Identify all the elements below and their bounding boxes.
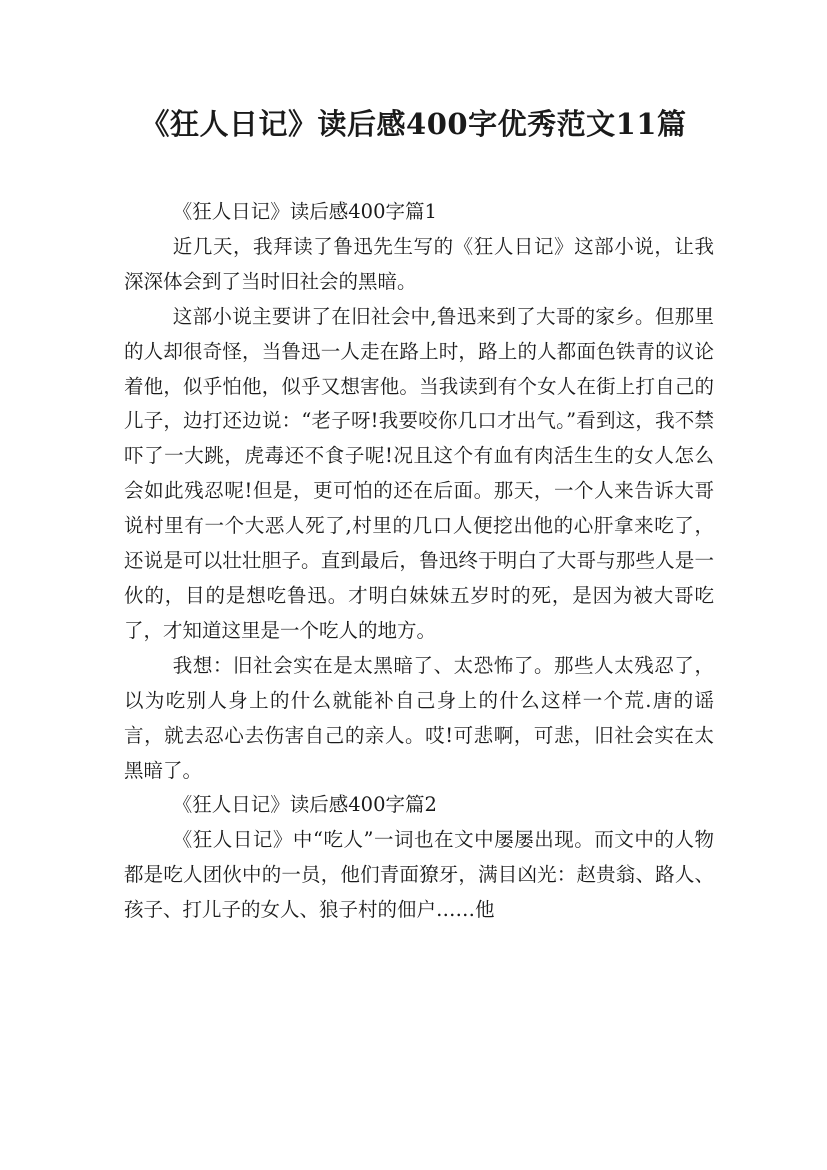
section-2-paragraph-1: 《狂人日记》中“吃人”一词也在文中屡屡出现。而文中的人物都是吃人团伙中的一员，他们青面獠牙，满目凶光：赵贵翁、路人、孩子、打儿子的女人、狼子村的佃户……他 bbox=[124, 828, 714, 922]
section-heading-2: 《狂人日记》读后感400字篇2 bbox=[172, 793, 437, 817]
document-title: 《狂人日记》读后感400字优秀范文11篇 bbox=[140, 107, 687, 141]
section-heading-1: 《狂人日记》读后感400字篇1 bbox=[172, 200, 437, 223]
section-1-paragraph-3: 我想：旧社会实在是太黑暗了、太恐怖了。那些人太残忍了，以为吃别人身上的什么就能补自己身上的什么这样一个荒.唐的谣言，就去忍心去伤害自己的亲人。哎!可悲啊，可悲，旧社会实在太黑暗了。 bbox=[124, 653, 714, 782]
section-1-paragraph-2: 这部小说主要讲了在旧社会中,鲁迅来到了大哥的家乡。但那里的人却很奇怪，当鲁迅一人走在路上时，路上的人都面色铁青的议论着他，似乎怕他，似乎又想害他。当我读到有个女人在街上打自己的儿子，边打还边说：“老子呀!我要咬你几口才出气。”看到这，我不禁吓了一大跳，虎毒还不食子呢!况且这个有血有肉活生生的女人怎么会如此残忍呢!但是，更可怕的还在后面。那天，一个人来告诉大哥说村里有一个大恶人死了,村里的几口人便挖出他的心肝拿来吃了，还说是可以壮壮胆子。直到最后，鲁迅终于明白了大哥与那些人是一伙的，目的是想吃鲁迅。才明白妹妹五岁时的死，是因为被大哥吃了，才知道这里是一个吃人的地方。 bbox=[124, 304, 714, 642]
section-1-paragraph-1: 近几天，我拜读了鲁迅先生写的《狂人日记》这部小说，让我深深体会到了当时旧社会的黑暗。 bbox=[124, 234, 714, 293]
document-body bbox=[124, 195, 714, 928]
